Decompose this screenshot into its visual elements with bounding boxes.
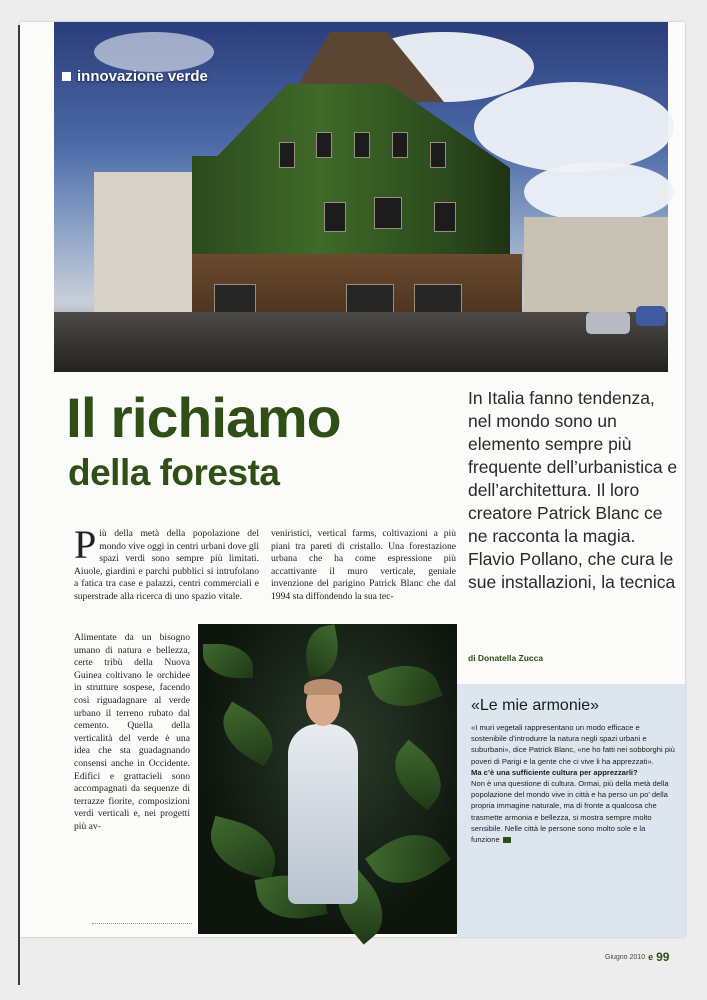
- section-tag: [62, 68, 208, 85]
- body-column-2: veniristici, vertical farms, coltivazioni a più piani tra pareti di cristallo. Una forestazione urbana che ha come espressione più accattivante il muro verticale, geniale invenzione del parigino Patrick Blanc che dal 1994 sta diffondendo la sua tec-: [271, 528, 456, 602]
- page-number: 99: [656, 950, 670, 964]
- headline-line1: Il richiamo: [66, 386, 341, 449]
- section-tag-label: innovazione verde: [77, 68, 208, 85]
- sidebar-text: [471, 722, 675, 845]
- sidebar-interview-box: [457, 684, 685, 937]
- sidebar-title: «Le mie armonie»: [471, 697, 600, 714]
- sidebar-answer: Non è una questione di cultura. Ormai, più della metà della popolazione del mondo vive in città e ha perso un po’ della propria immagine naturale, ma di fronte a qualcosa che trasmette armonia e bellezza, si mostra sempre molto sensibile. Nelle città le persone sono molto sole e la funzione: [471, 779, 669, 845]
- sidebar-quote: «I muri vegetali rappresentano un modo efficace e sostenibile d’introdurre la natura negli spazi urbani e suburbani», dice Patrick Blanc, «ne ho fatti nei sobborghi più poveri di Parigi e la gente che ci vive li ha apprezzati».: [471, 723, 675, 766]
- page-folio: [605, 950, 669, 964]
- headline-line2: della foresta: [68, 452, 280, 493]
- intro-standfirst: In Italia fanno tendenza, nel mondo sono un elemento sempre più frequente dell’urbanistica e dell’architettura. Il loro creatore Patrick Blanc ce ne racconta la magia. Flavio Pollano, che cura le sue installazioni, la tecnica: [468, 388, 678, 592]
- portrait-photo-patrick-blanc: [198, 624, 457, 934]
- body-column-1-text: iù della metà della popolazione del mondo vive oggi in centri urbani dove gli spazi verdi sono sempre più limitati. Aiuole, giardini e parchi pubblici si intrufolano a fatica tra case e palazzi, centri commerciali e superstrade alla ricerca di uno spazio vitale.: [74, 528, 259, 602]
- section-tag-square-icon: [62, 72, 71, 81]
- column-divider: [92, 923, 192, 924]
- folio-issue: Giugno 2010: [605, 953, 646, 961]
- drop-cap: P: [74, 522, 97, 567]
- sidebar-question: Ma c’è una sufficiente cultura per apprezzarli?: [471, 767, 638, 777]
- magazine-page: [20, 22, 685, 964]
- body-column-1-continued: Alimentate da un bisogno umano di natura e bellezza, certe tribù della Nuova Guinea coltivano le orchidee in strutture sospese, facendo così riguadagnare al verde urbano il terreno rubato dal cemento. Quella della verticalità del verde è una idea che sta guadagnando consensi anche in Occidente. Edifici e grattacieli sono accompagnati da sequenze di terrazze fiorite, composizioni verdi verticali e, nei progetti più av-: [74, 632, 190, 832]
- body-column-1: [74, 522, 259, 604]
- byline: di Donatella Zucca: [468, 653, 544, 663]
- folio-separator: e: [648, 952, 654, 962]
- continues-arrow-icon: [503, 837, 511, 843]
- person-figure: [288, 724, 358, 904]
